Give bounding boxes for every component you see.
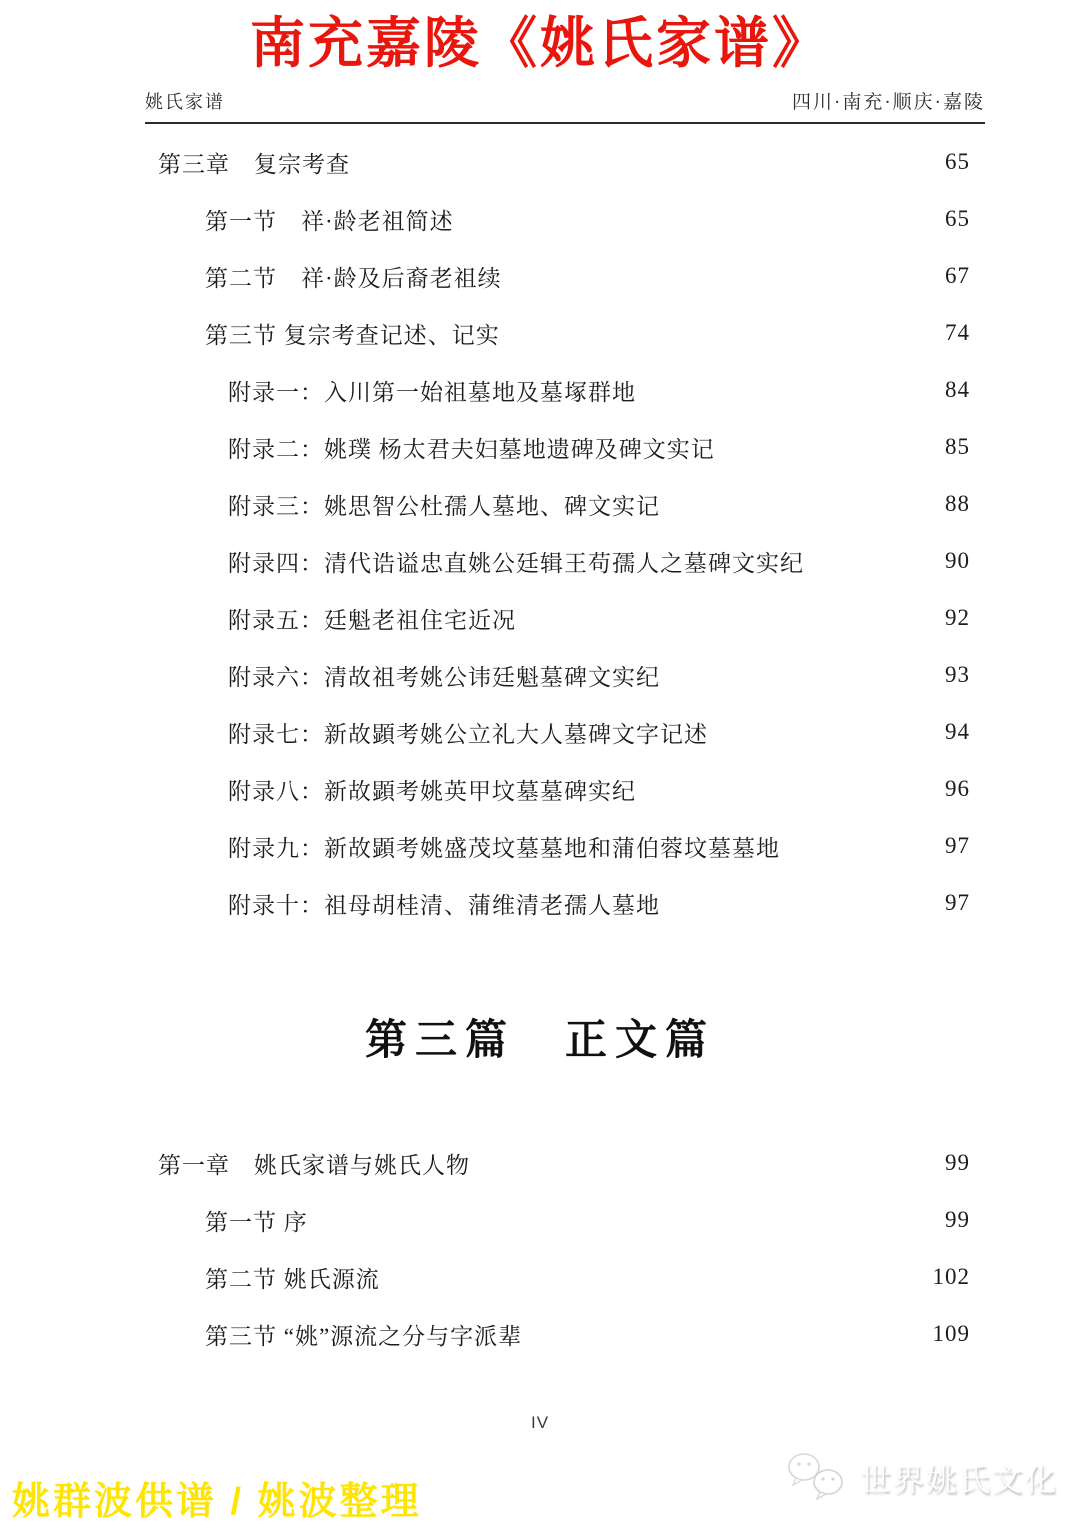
toc-entry-page: 99: [945, 1207, 970, 1232]
toc-entry-page: 90: [945, 548, 970, 573]
toc-entry-label: 第一节 序: [205, 1209, 308, 1235]
toc-entry: [145, 875, 970, 932]
toc-entry: [145, 134, 970, 191]
toc-entry: [145, 362, 970, 419]
toc-entry-label: 附录八：新故顕考姚英甲坟墓墓碑实纪: [228, 778, 636, 804]
toc-entry-label: 第二节 姚氏源流: [205, 1266, 380, 1292]
toc-entry: [145, 761, 970, 818]
toc-entry-page: 67: [945, 263, 970, 288]
toc-entry-label: 附录六：清故祖考姚公讳廷魁墓碑文实纪: [228, 664, 660, 690]
toc-entry: [145, 191, 970, 248]
toc-entry-label: 附录三：姚思智公杜孺人墓地、碑文实记: [228, 493, 660, 519]
toc-part2: [145, 1135, 970, 1363]
brand-name: 世界姚氏文化: [860, 1462, 1058, 1498]
toc-entry-page: 65: [945, 149, 970, 174]
toc-entry-label: 附录七：新故顕考姚公立礼大人墓碑文字记述: [228, 721, 708, 747]
toc-entry: [145, 704, 970, 761]
toc-entry-label: 第三章 复宗考查: [158, 151, 350, 177]
toc-entry-label: 附录九：新故顕考姚盛茂坟墓墓地和蒲伯蓉坟墓墓地: [228, 835, 780, 861]
toc-entry-page: 99: [945, 1150, 970, 1175]
toc-entry-label: 附录四：清代诰谥忠直姚公廷辑王苟孺人之墓碑文实纪: [228, 550, 804, 576]
toc-entry: [145, 1135, 970, 1192]
toc-entry-page: 102: [932, 1264, 970, 1289]
brand-mark: [786, 1451, 1058, 1503]
toc-entry: [145, 590, 970, 647]
toc-entry-page: 97: [945, 890, 970, 915]
toc-entry-label: 附录二：姚璞 杨太君夫妇墓地遗碑及碑文实记: [228, 436, 715, 462]
toc-entry-page: 88: [945, 491, 970, 516]
toc-entry-page: 96: [945, 776, 970, 801]
toc-entry-label: 第一章 姚氏家谱与姚氏人物: [158, 1152, 470, 1178]
toc-entry-label: 附录一：入川第一始祖墓地及墓塚群地: [228, 379, 636, 405]
credit-line: 姚群波供谱 / 姚波整理: [12, 1481, 422, 1523]
folio-page-number: IV: [530, 1412, 550, 1432]
toc-entry: [145, 248, 970, 305]
toc-part1: [145, 134, 970, 932]
toc-entry: [145, 533, 970, 590]
toc-entry: [145, 1306, 970, 1363]
wechat-bubbles-icon: [786, 1451, 850, 1503]
toc-entry-label: 第一节 祥·龄老祖简述: [205, 208, 454, 234]
running-header-left: 姚氏家谱: [145, 91, 225, 112]
running-header: [145, 87, 985, 124]
toc-entry-page: 84: [945, 377, 970, 402]
toc-entry-page: 97: [945, 833, 970, 858]
toc-entry-page: 94: [945, 719, 970, 744]
toc-entry: [145, 1249, 970, 1306]
toc-entry-label: 附录五：廷魁老祖住宅近况: [228, 607, 516, 633]
toc-entry: [145, 1192, 970, 1249]
toc-entry-page: 65: [945, 206, 970, 231]
toc-entry-page: 74: [945, 320, 970, 345]
toc-entry-page: 93: [945, 662, 970, 687]
toc-entry-page: 85: [945, 434, 970, 459]
toc-entry: [145, 419, 970, 476]
toc-entry-label: 第二节 祥·龄及后裔老祖续: [205, 265, 502, 291]
toc-entry-label: 第三节 复宗考查记述、记实: [205, 322, 500, 348]
toc-entry-page: 92: [945, 605, 970, 630]
toc-entry: [145, 305, 970, 362]
toc-entry-label: 第三节 “姚”源流之分与字派辈: [205, 1323, 523, 1349]
toc-entry: [145, 818, 970, 875]
toc-entry-page: 109: [932, 1321, 970, 1346]
toc-entry: [145, 647, 970, 704]
toc-entry: [145, 476, 970, 533]
running-header-right: 四川·南充·顺庆·嘉陵: [792, 91, 985, 113]
part-title: 第三篇 正文篇: [364, 1017, 715, 1064]
page-title: 南充嘉陵《姚氏家谱》: [249, 12, 830, 74]
toc-entry-label: 附录十：祖母胡桂清、蒲维清老孺人墓地: [228, 892, 660, 918]
